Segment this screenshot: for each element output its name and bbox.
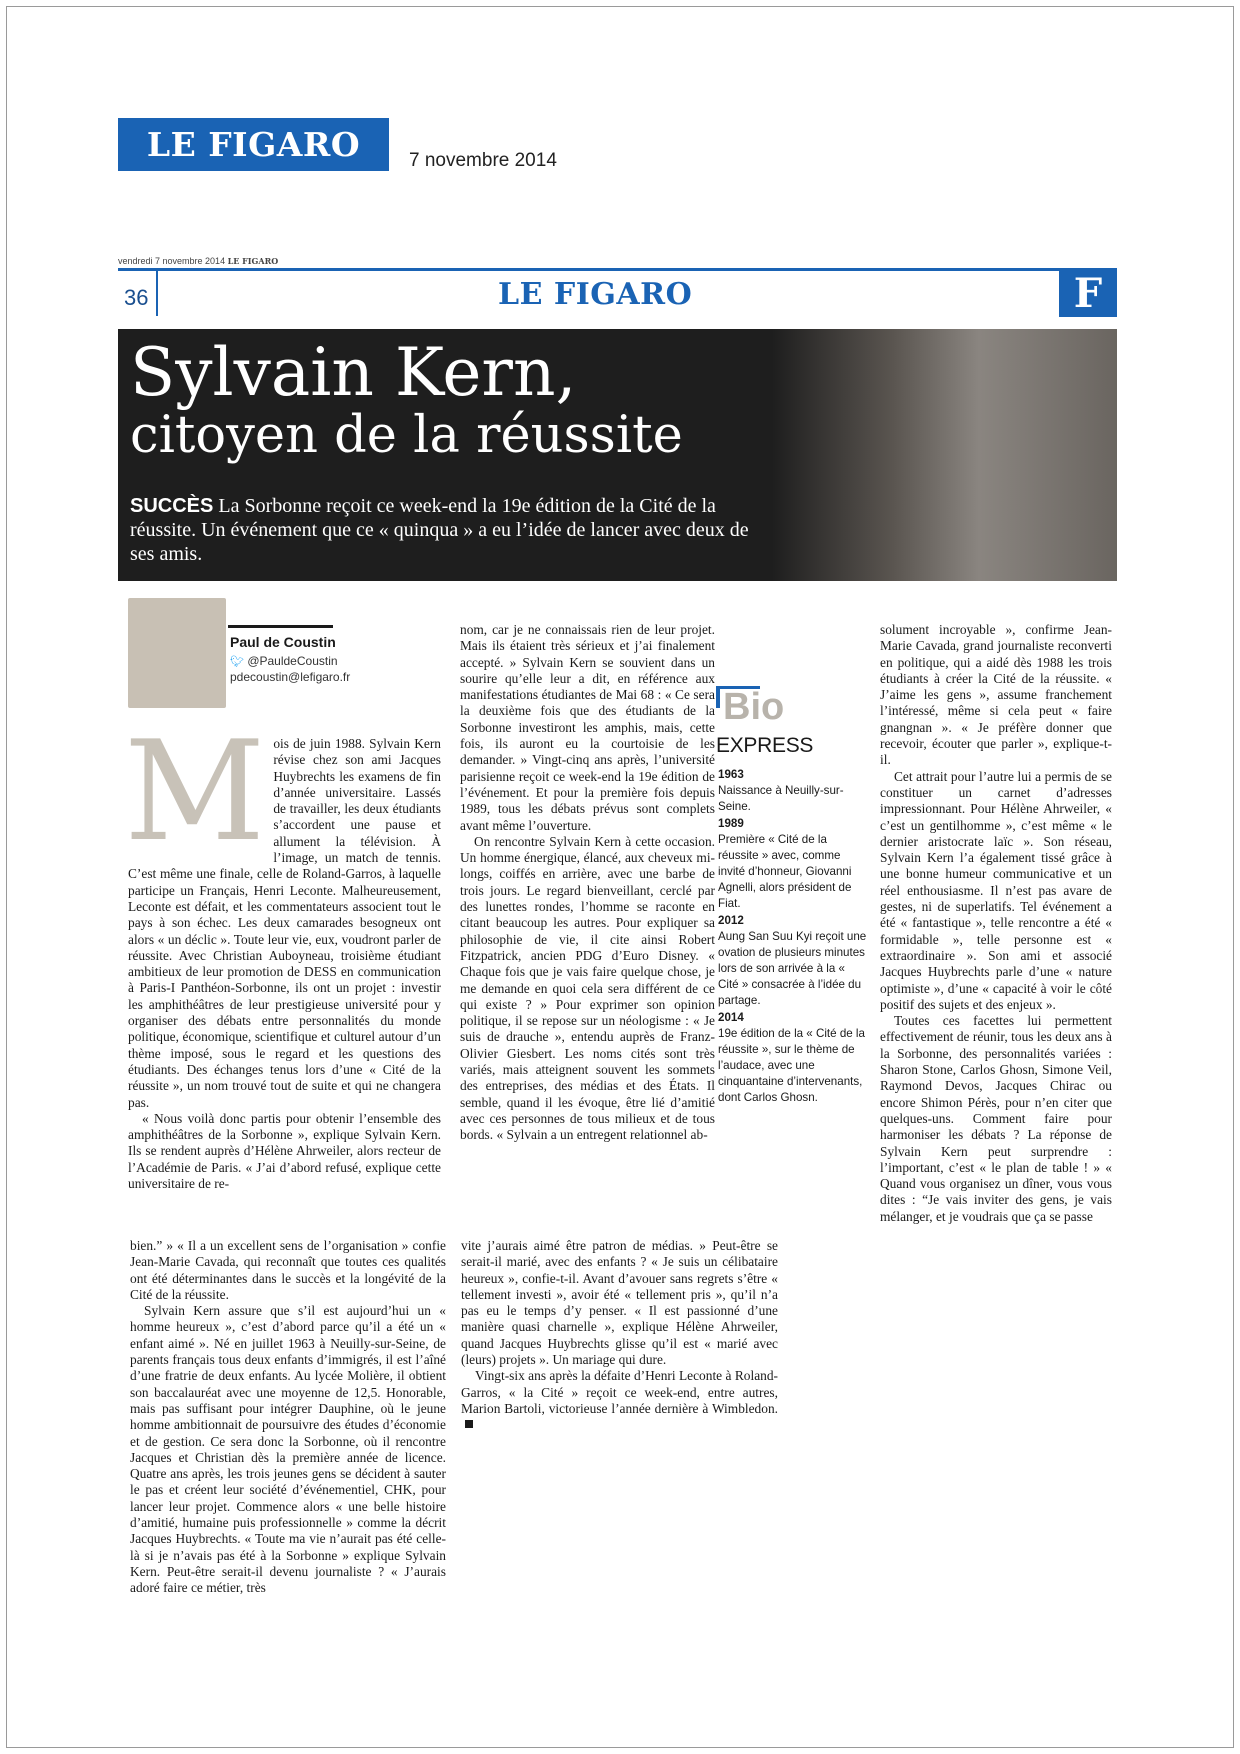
bio-title-top: Bio: [723, 686, 785, 728]
page-number: 36: [118, 271, 158, 316]
article-paragraph: On rencontre Sylvain Kern à cette occasion. Un homme énergique, élancé, aux cheveux mi-longs, coiffés en arrière, avec une barbe de trois jours. Le regard bienveillant, cerclé par des lunettes rondes, l’homme se raconte en citant beaucoup les autres. Pour expliquer sa philosophie de vie, il cite ainsi Robert Fitzpatrick, ancien PDG d’Euro Disney. « Chaque fois que je vais faire quelque chose, je me demande en quoi cela sera différent de ce qui existe ? » Pour exprimer son opinion politique, il se repose sur un néologisme : « Je suis de drauche », entendu auprès de Franz-Olivier Giesbert. Les noms cités sont très variés, mais atteignent souvent les sommets des entreprises, des médias et des États. Il semble, quand il les évoque, être lié d’amitié avec ces personnes de tous milieux et de tous bords. « Sylvain a un entregent relationnel ab-: [460, 833, 715, 1143]
article-paragraph: « Nous voilà donc partis pour obtenir l’ensemble des amphithéâtres de la Sorbonne », explique Sylvain Kern. Ils se rendent auprès d’Hélène Ahrweiler, alors recteur de l’Académie de Paris. « J’ai d’abord refusé, explique cette universitaire de re-: [128, 1110, 441, 1192]
author-byline: [128, 598, 448, 708]
folio-paper: LE FIGARO: [227, 256, 279, 266]
bio-year: 2012: [718, 914, 744, 927]
article-column-1: [124, 711, 441, 1192]
article-paragraph: Cet attrait pour l’autre lui a permis de se constituer un carnet d’adresses impressionnant. Pour Hélène Ahrweiler, « c’est un gentilhomme », c’est même « le dernier aristocrate laïc ». Son réseau, Sylvain Kern l’a également tissé grâce à une bonne humeur communicative et un réel enthousiasme. Il n’est pas avare de gestes, ni de superlatifs. Tel événement a été « fantastique », telle rencontre a été « formidable », telle personne est « extraordinaire ». Son ami et associé Jacques Huybrechts parle d’une « nature optimiste », d’une « capacité à voir le côté positif des sujets et des enjeux ».: [880, 768, 1112, 1012]
deck: [130, 494, 750, 566]
headline-line-2: citoyen de la réussite: [130, 406, 683, 466]
clipping-date: 7 novembre 2014: [409, 150, 557, 171]
headline-banner: [118, 329, 1117, 581]
article-paragraph: Sylvain Kern assure que s’il est aujourd’hui un « homme heureux », c’est d’abord parce qu’il a été un « enfant aimé ». Né en juillet 1963 à Neuilly-sur-Seine, de parents français tous deux enfants d’immigrés, il est l’aîné d’une fratrie de deux enfants. Au lycée Molière, il obtient son baccalauréat avec une moyenne de 12,5. Honorable, mais pas suffisant pour intégrer Dauphine, où le jeune homme ambitionnait de poursuivre des études d’économie et de gestion. Ce sera donc la Sorbonne, où il rencontre Jacques et Christian dès la première année de licence. Quatre ans après, les trois jeunes gens se décident à sauter le pas et créent leur société d’événementiel, CHK, pour lancer leur projet. Commence alors « une belle histoire d’amitié, humaine puis professionnelle » comme la décrit Jacques Huybrechts. « Toute ma vie n’aurait pas été celle-là si je n’avais pas été à la Sorbonne » explique Sylvain Kern. Peut-être serait-il devenu journaliste ? « J’aurais adoré faire ce métier, très: [130, 1303, 446, 1596]
deck-text: La Sorbonne reçoit ce week-end la 19e édition de la Cité de la réussite. Un événement que ce « quinqua » a eu l’idée de lancer avec deux de ses amis.: [130, 495, 749, 565]
author-twitter[interactable]: [230, 654, 338, 668]
bio-frame-vertical: [716, 686, 720, 708]
article-paragraph: bien.” » « Il a un excellent sens de l’organisation » confie Jean-Marie Cavada, qui reconnaît que toutes ces qualités ont été déterminantes dans le succès et la longévité de la Cité de la réussite.: [130, 1238, 446, 1302]
article-paragraph: Toutes ces facettes lui permettent effectivement de réunir, tous les deux ans à la Sorbonne, des personnalités variées : Sharon Stone, Carlos Ghosn, Simone Veil, Raymond Devos, Jacques Chirac ou encore Shimon Pérès, pour n’en citer que quelques-uns. Comment faire pour harmoniser les débats ? La réponse de Sylvain Kern peut surprendre : l’important, c’est « le plan de table ! » « Quand vous organisez un dîner, vous vous dites : “Je vais inviter des gens, je vais mélanger, et je voudrais que ça se passe: [880, 1013, 1112, 1224]
bio-title-bottom: EXPRESS: [716, 734, 814, 757]
bio-entry-text: 19e édition de la « Cité de la réussite », sur le thème de l’audace, avec une cinquantaine d’intervenants, dont Carlos Ghosn.: [718, 1027, 865, 1104]
bio-year: 1989: [718, 817, 744, 830]
le-figaro-logo: LE FIGARO: [118, 118, 389, 171]
author-twitter-handle: @PauldeCoustin: [247, 654, 338, 668]
article-column-2: [460, 622, 715, 1144]
twitter-bird-icon: 🐦︎: [230, 656, 244, 668]
bio-year: 2014: [718, 1011, 744, 1024]
author-photo: [128, 598, 226, 708]
article-paragraph: vite j’aurais aimé être patron de médias. » Peut-être se serait-il marié, avec des enfants ? « Je suis un célibataire heureux », confie-t-il. Avant d’avouer sans regrets s’être « tellement investi », avoir été « tellement pris », qu’il n’a pas eu le temps d’y penser. « Il est passionné d’une manière quasi charnelle », explique Hélène Ahrweiler, quand Jacques Huybrechts glisse qu’il est « marié avec (leurs) projets ». Un mariage qui dure.: [461, 1238, 778, 1368]
article-paragraph: solument incroyable », confirme Jean-Marie Cavada, grand journaliste reconverti en politique, qui a aidé dès 1988 les trois étudiants à créer la Cité de la réussite. « J’aime les gens », assume franchement l’intéressé, même si cela peut « faire gnangnan ». « Je préfère donner que recevoir, écouter que parler », explique-t-il.: [880, 622, 1112, 768]
article-column-3: [880, 622, 1112, 1225]
end-of-article-square: [465, 1420, 473, 1428]
paragraph-text: Vingt-six ans après la défaite d’Henri Leconte à Roland-Garros, « la Cité » reçoit ce week-end, entre autres, Marion Bartoli, victorieuse l’année dernière à Wimbledon.: [461, 1368, 778, 1416]
article-paragraph: [124, 711, 441, 1111]
headline: [130, 334, 683, 466]
byline-rule: [228, 625, 333, 628]
bio-entry-text: Aung San Suu Kyi reçoit une ovation de plusieurs minutes lors de son arrivée à la « Cité » consacrée à l’idée du partage.: [718, 930, 867, 1007]
bio-list: [718, 766, 868, 1106]
article-column-5: [461, 1238, 778, 1434]
masthead-title: LE FIGARO: [498, 277, 693, 312]
article-column-4: [130, 1238, 446, 1597]
masthead: [118, 268, 1117, 316]
deck-kicker: SUCCÈS: [130, 495, 214, 517]
article-paragraph: [461, 1368, 778, 1433]
figaro-f-icon: F: [1059, 271, 1117, 317]
author-name: Paul de Coustin: [230, 634, 336, 650]
bio-year: 1963: [718, 768, 744, 781]
bio-entry-text: Première « Cité de la réussite » avec, comme invité d’honneur, Giovanni Agnelli, alors président de Fiat.: [718, 833, 852, 910]
paragraph-text: ois de juin 1988. Sylvain Kern révise chez son ami Jacques Huybrechts les examens de fin d’année universitaire. Lassés de travailler, les deux étudiants s’accordent une pause et allument la télévision. À l’image, un match de tennis. C’est même une finale, celle de Roland-Garros, à laquelle participe un Français, Henri Leconte. Malheureusement, Leconte est défait, et les commentateurs associent tout le pays à son échec. Les deux camarades besogneux ont alors « un déclic ». Toute leur vie, eux, voudront parler de réussite. Avec Christian Auboyneau, troisième étudiant ambitieux de leur promotion de DESS en communication à Paris-I Panthéon-Sorbonne, ils ont un projet : investir les amphithéâtres de leur prestigieuse université pour y organiser des débats entre personnalités du monde politique, économique, scientifique et culturel autour d’un thème imposé, sous le regard et les questions des étudiants. Des échanges tenus lors d’une « Cité de la réussite », un nom trouvé tout de suite et qui ne changera pas.: [128, 736, 441, 1110]
author-email[interactable]: pdecoustin@lefigaro.fr: [230, 670, 351, 684]
drop-cap: M: [124, 711, 266, 872]
folio-date: vendredi 7 novembre 2014: [118, 256, 226, 266]
bio-entry-text: Naissance à Neuilly-sur-Seine.: [718, 784, 844, 813]
article-paragraph: nom, car je ne connaissais rien de leur projet. Mais ils étaient très sérieux et j’ai finalement accepté. » Sylvain Kern se souvient dans un sourire qu’elle leur a dit, en référence aux manifestations étudiantes de Mai 68 : « Ce sera la deuxième fois que des étudiants de la Sorbonne investiront les amphis, mais, cette fois, ils auront eu la courtoisie de les demander. » Vingt-cinq ans après, l’université parisienne reçoit ce week-end la 19e édition de l’événement. Et pour la première fois depuis 1989, tous les débats prévus sont complets avant même l’ouverture.: [460, 622, 715, 833]
headline-line-1: Sylvain Kern,: [130, 334, 577, 411]
portrait-photo: [772, 329, 1117, 581]
folio-line: [118, 256, 278, 266]
